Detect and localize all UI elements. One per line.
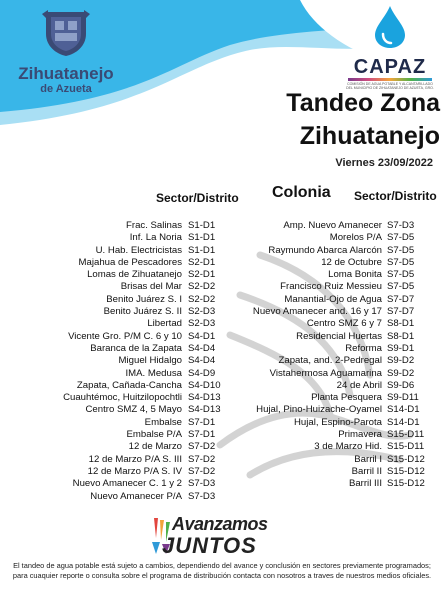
- org-tagline: COMISIÓN DE AGUA POTABLE Y ALCANTARILLADO DEL MUNICIPIO DE ZIHUATANEJO DE AZUETA, GRO.: [346, 82, 434, 90]
- avanzamos-juntos-logo: [150, 514, 300, 558]
- list-item: [10, 417, 238, 429]
- sector-code: S15-D12: [387, 465, 425, 477]
- sector-code: S1-D1: [188, 244, 216, 256]
- sector-code: S4-D4: [188, 355, 216, 367]
- colonia-name: 12 de Marzo P/A S. IV: [87, 465, 182, 477]
- list-item: [230, 380, 439, 392]
- colonia-name: Barril II: [351, 465, 382, 477]
- list-item: [10, 368, 238, 380]
- colonia-name: Zapata, and. 2-Pedregal: [278, 355, 382, 367]
- list-item: [230, 245, 439, 257]
- colonia-name: Vicente Gro. P/M C. 6 y 10: [68, 330, 182, 342]
- list-item: [230, 441, 439, 453]
- colonia-name: Embalse P/A: [126, 429, 182, 441]
- sector-code: S4-D1: [188, 330, 216, 342]
- list-item: [10, 232, 238, 244]
- list-item: [230, 232, 439, 244]
- colonia-name: 12 de Marzo P/A S. III: [88, 453, 182, 465]
- sector-code: S4-D10: [188, 379, 221, 391]
- municipality-name: Zihuatanejo: [18, 64, 114, 83]
- sector-code: S2-D2: [188, 293, 216, 305]
- list-item: [230, 355, 439, 367]
- colonia-name: Majahua de Pescadores: [78, 256, 182, 268]
- list-item: [10, 392, 238, 404]
- slogan-line1: Avanzamos: [172, 514, 268, 534]
- list-item: [230, 281, 439, 293]
- sector-code: S1-D1: [188, 220, 216, 231]
- colonia-name: Manantial-Ojo de Agua: [284, 293, 382, 305]
- sector-code: S4-D13: [188, 404, 221, 416]
- colonia-name: Zapata, Cañada-Cancha: [76, 379, 182, 391]
- list-item: [230, 478, 439, 490]
- slogan-line2: JUNTOS: [162, 533, 257, 558]
- list-item: [230, 269, 439, 281]
- colonia-name: 12 de Marzo: [128, 441, 182, 453]
- sector-code: S7-D1: [188, 416, 216, 428]
- list-item: [10, 454, 238, 466]
- center-column-header: Colonia: [272, 184, 331, 201]
- list-item: [10, 269, 238, 281]
- sector-code: S7-D1: [188, 429, 216, 441]
- sector-code: S2-D3: [188, 306, 216, 318]
- sector-code: S14-D1: [387, 416, 420, 428]
- list-item: [230, 392, 439, 404]
- sector-code: S2-D1: [188, 256, 216, 268]
- page-title-line2: Zihuatanejo: [299, 122, 440, 150]
- colonia-name: Barril III: [348, 478, 382, 490]
- sector-code: S7-D7: [387, 293, 415, 305]
- list-item: [10, 343, 238, 355]
- list-item: [10, 306, 238, 318]
- colonia-name: Inf. La Noria: [129, 232, 182, 244]
- sector-code: S14-D1: [387, 404, 420, 416]
- sector-code: S9-D2: [387, 367, 415, 379]
- colonia-name: Embalse: [144, 416, 182, 428]
- colonia-name: Raymundo Abarca Alarcón: [268, 244, 382, 256]
- sector-code: S15-D12: [387, 478, 425, 490]
- right-column-header: Sector/Distrito: [354, 189, 437, 203]
- colonia-name: Frac. Salinas: [126, 220, 182, 231]
- org-name: CAPAZ: [353, 56, 427, 78]
- colonia-name: Libertad: [147, 318, 182, 330]
- list-item: [230, 454, 439, 466]
- water-drop-icon: [373, 4, 407, 50]
- municipality-logo: [16, 8, 116, 95]
- list-item: [230, 404, 439, 416]
- colonia-name: Residencial Huertas: [296, 330, 382, 342]
- sector-code: S9-D11: [387, 392, 419, 404]
- municipality-subtitle: de Azueta: [40, 83, 92, 95]
- colonia-name: Reforma: [345, 342, 382, 354]
- left-column-header: Sector/Distrito: [156, 191, 239, 205]
- colonia-name: Brisas del Mar: [120, 281, 182, 293]
- sector-code: S4-D9: [188, 367, 216, 379]
- list-item: [10, 245, 238, 257]
- list-item: [230, 318, 439, 330]
- colonia-name: Miguel Hidalgo: [118, 355, 182, 367]
- page-title-line1: Tandeo Zona: [286, 89, 440, 117]
- colonia-name: Hujal, Pino-Huizache-Oyamel: [256, 404, 382, 416]
- colonia-name: Barril I: [354, 453, 382, 465]
- colonia-name: Centro SMZ 6 y 7: [306, 318, 382, 330]
- colonia-name: Nuevo Amanecer P/A: [90, 490, 182, 502]
- list-item: [10, 491, 238, 503]
- schedule-date: Viernes 23/09/2022: [335, 157, 433, 169]
- colonia-name: 24 de Abril: [336, 379, 382, 391]
- colonia-name: Primavera: [338, 429, 382, 441]
- disclaimer-text: El tandeo de agua potable está sujeto a cambios, dependiendo del avance y conclusión en sectores previamente programados; para cuaquier reporte o consulta sobre el programa de distribución contacta con nosotros a traves de nuestros medios oficiales.: [12, 561, 432, 580]
- colonia-name: IMA. Medusa: [125, 367, 182, 379]
- list-item: [10, 404, 238, 416]
- list-item: [10, 441, 238, 453]
- sector-code: S9-D1: [387, 342, 415, 354]
- right-colonia-list: [230, 220, 439, 491]
- sector-code: S7-D3: [188, 478, 216, 490]
- sector-code: S2-D1: [188, 269, 216, 281]
- list-item: [230, 331, 439, 343]
- colonia-name: Amp. Nuevo Amanecer: [283, 220, 382, 231]
- municipal-shield-icon: [40, 8, 92, 58]
- sector-code: S7-D7: [387, 306, 415, 318]
- sector-code: S7-D2: [188, 453, 216, 465]
- sector-code: S7-D2: [188, 441, 216, 453]
- colonia-name: U. Hab. Electricistas: [95, 244, 182, 256]
- sector-code: S1-D1: [188, 232, 216, 244]
- list-item: [230, 306, 439, 318]
- left-colonia-list: [10, 220, 238, 503]
- sector-code: S9-D6: [387, 379, 415, 391]
- list-item: [10, 331, 238, 343]
- sector-code: S7-D5: [387, 256, 415, 268]
- list-item: [230, 368, 439, 380]
- list-item: [230, 417, 439, 429]
- list-item: [10, 294, 238, 306]
- sector-code: S7-D5: [387, 281, 415, 293]
- colonia-name: Centro SMZ 4, 5 Mayo: [85, 404, 182, 416]
- colonia-name: Nuevo Amanecer and. 16 y 17: [252, 306, 382, 318]
- list-item: [230, 466, 439, 478]
- colonia-name: Hujal, Espino-Parota: [294, 416, 382, 428]
- colonia-name: Vistahermosa Aguamarina: [269, 367, 382, 379]
- sector-code: S8-D1: [387, 330, 415, 342]
- sector-code: S7-D3: [188, 490, 216, 502]
- list-item: [230, 257, 439, 269]
- list-item: [10, 429, 238, 441]
- list-item: [10, 478, 238, 490]
- colonia-name: Loma Bonita: [328, 269, 382, 281]
- colonia-name: Benito Juárez S. I: [106, 293, 182, 305]
- list-item: [10, 257, 238, 269]
- colonia-name: Lomas de Zihuatanejo: [87, 269, 182, 281]
- colonia-name: Cuauhtémoc, Huitzilopochtli: [63, 392, 182, 404]
- sector-code: S7-D5: [387, 232, 415, 244]
- capaz-logo: [345, 4, 435, 90]
- list-item: [230, 294, 439, 306]
- sector-code: S15-D11: [387, 441, 425, 453]
- list-item: [10, 318, 238, 330]
- sector-code: S4-D4: [188, 342, 216, 354]
- list-item: [10, 380, 238, 392]
- colonia-name: 12 de Octubre: [321, 256, 382, 268]
- colonia-name: Benito Juárez S. II: [103, 306, 182, 318]
- list-item: [10, 281, 238, 293]
- list-item: [230, 220, 439, 232]
- sector-code: S15-D11: [387, 429, 425, 441]
- colonia-name: Nuevo Amanecer C. 1 y 2: [72, 478, 182, 490]
- sector-code: S7-D5: [387, 269, 415, 281]
- sector-code: S15-D12: [387, 453, 425, 465]
- colonia-name: Baranca de la Zapata: [90, 342, 182, 354]
- colonia-name: Planta Pesquera: [311, 392, 382, 404]
- list-item: [10, 355, 238, 367]
- colonia-name: 3 de Marzo Hid.: [314, 441, 382, 453]
- sector-code: S4-D13: [188, 392, 221, 404]
- sector-code: S2-D2: [188, 281, 216, 293]
- list-item: [230, 429, 439, 441]
- sector-code: S7-D3: [387, 220, 415, 231]
- sector-code: S9-D2: [387, 355, 415, 367]
- sector-code: S8-D1: [387, 318, 415, 330]
- org-color-bar: [348, 78, 432, 81]
- sector-code: S2-D3: [188, 318, 216, 330]
- list-item: [10, 220, 238, 232]
- colonia-name: Morelos P/A: [329, 232, 382, 244]
- list-item: [10, 466, 238, 478]
- list-item: [230, 343, 439, 355]
- sector-code: S7-D2: [188, 465, 216, 477]
- colonia-name: Francisco Ruiz Messieu: [280, 281, 382, 293]
- sector-code: S7-D5: [387, 244, 415, 256]
